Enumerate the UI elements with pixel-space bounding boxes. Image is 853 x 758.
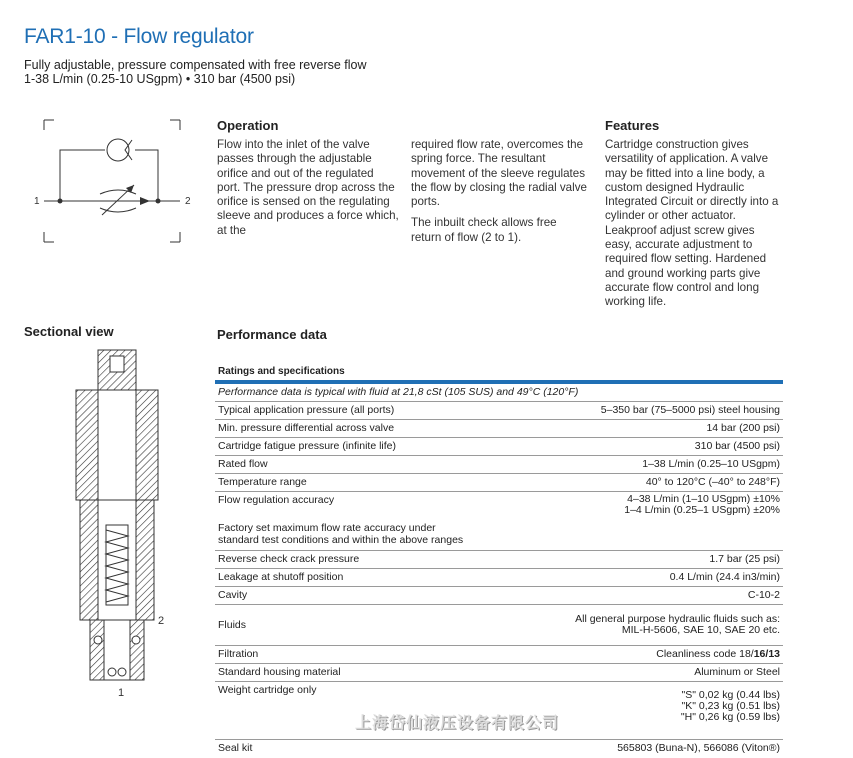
row-value: C-10-2 bbox=[747, 589, 780, 601]
operation-col-1 bbox=[217, 138, 399, 245]
row-label: Typical application pressure (all ports) bbox=[218, 404, 395, 416]
row-label: Temperature range bbox=[218, 476, 307, 488]
row-label: Standard housing material bbox=[218, 666, 341, 678]
table-row bbox=[215, 456, 783, 474]
weight-value-h: "H" 0,26 kg (0.59 lbs) bbox=[680, 711, 780, 723]
sectional-port-2: 2 bbox=[158, 615, 165, 627]
weight-value-k: "K" 0,23 kg (0.51 lbs) bbox=[681, 700, 780, 712]
table-row bbox=[215, 474, 783, 492]
subtitle-line-1: Fully adjustable, pressure compensated with free reverse flow bbox=[24, 58, 367, 72]
operation-col-2 bbox=[411, 138, 587, 252]
table-title: Ratings and specifications bbox=[218, 366, 345, 377]
table-row bbox=[215, 551, 783, 569]
row-label: Fluids bbox=[218, 619, 247, 631]
table-row bbox=[215, 587, 783, 605]
table-row bbox=[215, 402, 783, 420]
row-label: Cavity bbox=[218, 589, 248, 601]
subtitle-line-2: 1-38 L/min (0.25-10 USgpm) • 310 bar (4500 psi) bbox=[24, 72, 296, 86]
weight-value-s: "S" 0,02 kg (0.44 lbs) bbox=[681, 689, 780, 701]
table-row bbox=[215, 569, 783, 587]
row-value: 0.4 L/min (24.4 in3/min) bbox=[669, 571, 780, 583]
hydraulic-schematic-symbol bbox=[30, 110, 190, 250]
sectional-view-heading: Sectional view bbox=[24, 324, 114, 339]
row-value: 5–350 bar (75–5000 psi) steel housing bbox=[600, 404, 780, 416]
features-col bbox=[605, 138, 781, 317]
accuracy-note: Factory set maximum flow rate accuracy under standard test conditions and within the above ranges bbox=[218, 522, 464, 546]
accuracy-value-2: 1–4 L/min (0.25–1 USgpm) ±20% bbox=[624, 504, 780, 516]
row-label: Seal kit bbox=[218, 742, 253, 754]
row-label: Min. pressure differential across valve bbox=[218, 422, 395, 434]
table-row bbox=[215, 420, 783, 438]
row-value: 1–38 L/min (0.25–10 USgpm) bbox=[642, 458, 780, 470]
row-value: 310 bar (4500 psi) bbox=[694, 440, 780, 452]
table-row-seal bbox=[215, 740, 783, 758]
table-row-housing bbox=[215, 664, 783, 682]
table-row-fluids bbox=[215, 605, 783, 646]
features-heading: Features bbox=[605, 118, 660, 133]
fluids-value-2: MIL-H-5606, SAE 10, SAE 20 etc. bbox=[621, 624, 780, 636]
row-label: Reverse check crack pressure bbox=[218, 553, 360, 565]
port-label-1: 1 bbox=[34, 196, 40, 207]
row-value: 40° to 120°C (–40° to 248°F) bbox=[645, 476, 780, 488]
row-value bbox=[681, 684, 780, 737]
row-value: 1.7 bar (25 psi) bbox=[709, 553, 780, 565]
page-title: FAR1-10 - Flow regulator bbox=[24, 25, 254, 48]
row-label: Cartridge fatigue pressure (infinite life) bbox=[218, 440, 396, 452]
row-label: Filtration bbox=[218, 648, 259, 660]
port-label-2: 2 bbox=[185, 196, 191, 207]
table-note: Performance data is typical with fluid at 21,8 cSt (105 SUS) and 49°C (120°F) bbox=[215, 384, 783, 402]
table-row bbox=[215, 438, 783, 456]
row-label: Weight cartridge only bbox=[218, 684, 317, 696]
sectional-port-1: 1 bbox=[118, 687, 125, 699]
operation-text-3: The inbuilt check allows free return of flow (2 to 1). bbox=[411, 216, 557, 244]
row-label: Leakage at shutoff position bbox=[218, 571, 344, 583]
row-value bbox=[575, 614, 780, 636]
row-value: 14 bar (200 psi) bbox=[706, 422, 780, 434]
performance-heading: Performance data bbox=[217, 327, 327, 342]
row-value: Aluminum or Steel bbox=[694, 666, 780, 678]
operation-text-1: Flow into the inlet of the valve passes through the adjustable orifice and out of the regulated port. The pressure drop across the orifice is sensed on the regulating sleeve and produces a force which, at the bbox=[217, 138, 399, 237]
table-title-bar bbox=[215, 364, 783, 384]
features-text: Cartridge construction gives versatility of application. A valve may be fitted into a line body, a custom designed Hydraulic Integrated Circuit or directly into a cylinder or other actuator. Leakproof adjust screw gives easy, accurate adjustment to required flow setting. Hardened and ground working parts give accurate flow control and long working life. bbox=[605, 138, 779, 309]
watermark: 上海岱仙液压设备有限公司 bbox=[355, 715, 560, 732]
table-row-accuracy bbox=[215, 492, 783, 551]
sectional-view-drawing bbox=[40, 350, 190, 700]
ratings-table bbox=[215, 364, 783, 758]
row-value: 565803 (Buna-N), 566086 (Viton®) bbox=[617, 742, 780, 754]
row-label: Flow regulation accuracy bbox=[218, 494, 335, 506]
operation-text-2: required flow rate, overcomes the spring force. The resultant movement of the sleeve regulates the flow by closing the radial valve ports. bbox=[411, 138, 587, 209]
subtitle bbox=[24, 58, 367, 86]
table-row-filtration bbox=[215, 646, 783, 664]
accuracy-value-1: 4–38 L/min (1–10 USgpm) ±10% bbox=[627, 493, 780, 505]
row-label: Rated flow bbox=[218, 458, 268, 470]
fluids-value-1: All general purpose hydraulic fluids such as: bbox=[575, 613, 780, 625]
operation-heading: Operation bbox=[217, 118, 279, 133]
row-value bbox=[624, 494, 780, 516]
row-value: Cleanliness code 18/16/13 bbox=[656, 648, 780, 660]
